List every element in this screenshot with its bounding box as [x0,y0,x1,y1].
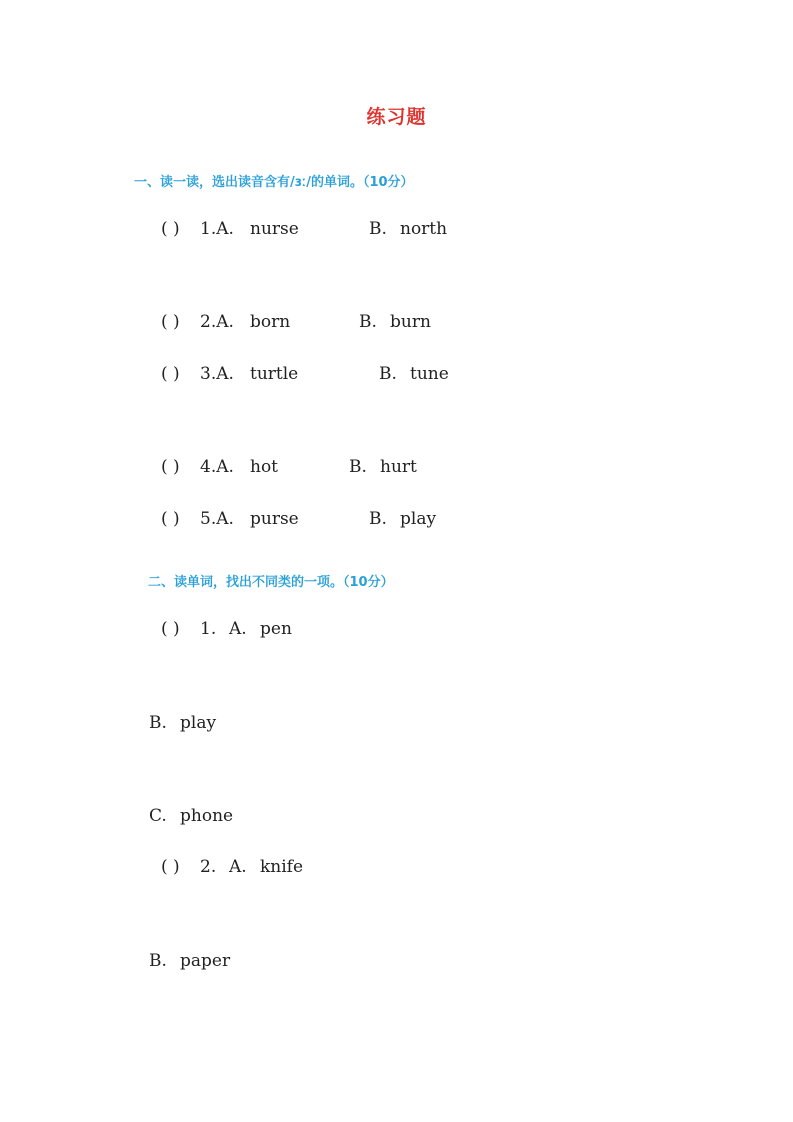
answer-bracket: ( ) [161,312,180,332]
option-b: tune [410,364,449,384]
answer-bracket: ( ) [161,509,180,529]
option-b-label: B. [379,364,397,384]
answer-bracket: ( ) [161,457,180,477]
answer-bracket: ( ) [161,219,180,239]
item-number: 5.A. [200,509,234,529]
page-title: 练习题 [366,106,427,128]
item-number: 2. [200,857,217,877]
option-b-label: B. [349,457,367,477]
option-b: play [180,713,217,733]
option-b: paper [180,951,231,971]
section2-heading: 二、读单词，找出不同类的一项。（10分） [148,575,394,590]
item-number: 4.A. [200,457,234,477]
option-b-label: B. [149,951,167,971]
option-a-label: A. [229,857,247,877]
item-number: 1. [200,619,217,639]
option-b: hurt [380,457,417,477]
answer-bracket: ( ) [161,857,180,877]
option-b: north [400,219,448,239]
section1-heading: 一、读一读，选出读音含有/ɜː/的单词。（10分） [134,175,414,190]
item-number: 1.A. [200,219,234,239]
option-a-label: A. [229,619,247,639]
item-number: 3.A. [200,364,234,384]
option-a: born [250,312,291,332]
option-c-label: C. [149,806,167,826]
answer-bracket: ( ) [161,619,180,639]
option-a: knife [260,857,304,877]
option-b-label: B. [369,509,387,529]
item-number: 2.A. [200,312,234,332]
option-a: nurse [250,219,299,239]
option-b-label: B. [149,713,167,733]
option-a: turtle [250,364,299,384]
option-b: burn [390,312,431,332]
option-b: play [400,509,437,529]
option-a: purse [250,509,299,529]
option-c: phone [180,806,234,826]
option-a: hot [250,457,279,477]
answer-bracket: ( ) [161,364,180,384]
option-b-label: B. [359,312,377,332]
option-a: pen [260,619,292,639]
option-b-label: B. [369,219,387,239]
